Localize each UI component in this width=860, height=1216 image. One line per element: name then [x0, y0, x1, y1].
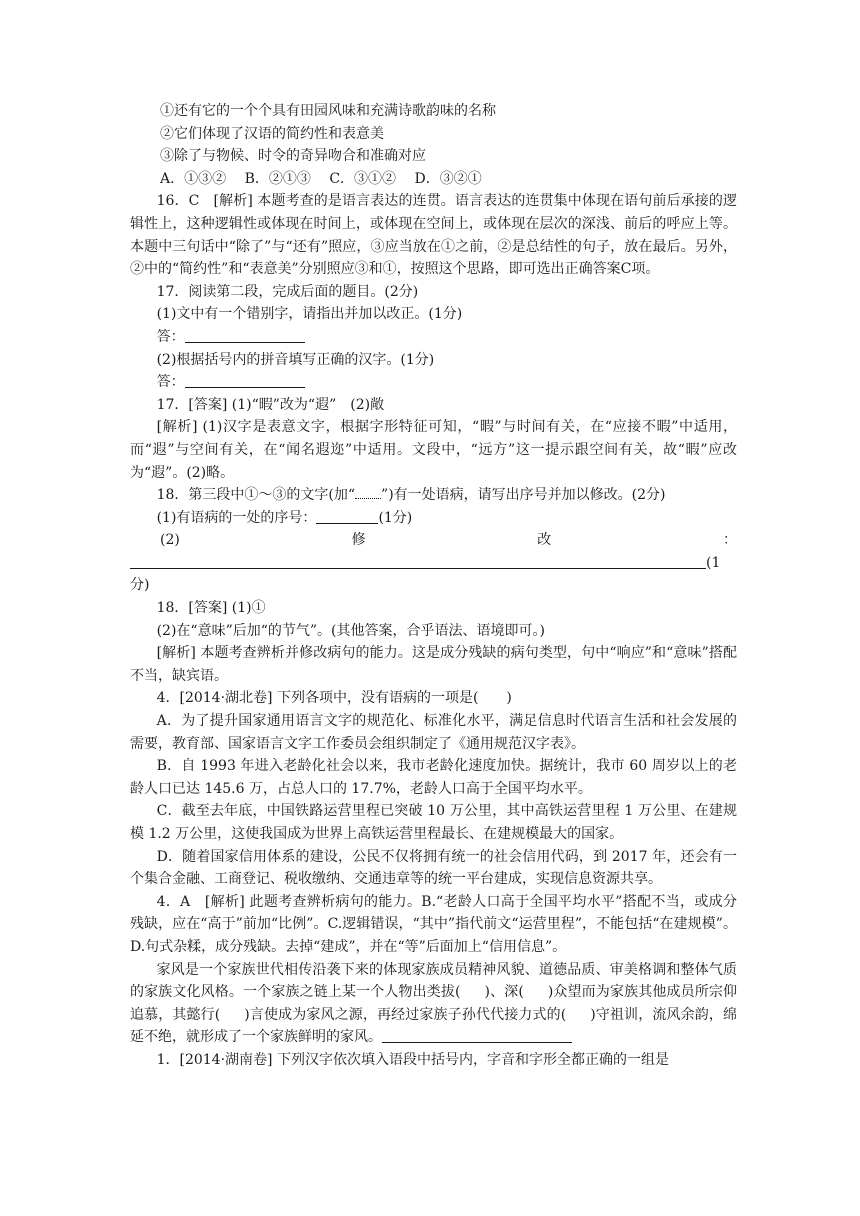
choice-d: D．③②①	[414, 170, 482, 187]
document-page	[130, 100, 737, 1072]
q4-question: 4．[2014·湖北卷] 下列各项中，没有语病的一项是( )	[156, 690, 512, 707]
answer-blank[interactable]	[316, 509, 378, 524]
answer-label: 答：	[156, 374, 185, 391]
q4-answer: 4．A [解析] 此题考查辨析病句的能力。B.“老龄人口高于全国平均水平”搭配不当，或成分残缺，应在“高于”前加“比例”。C.逻辑错误，“其中”指代前文“运营里程”，不能包括“在建规模”。D.句式杂糅，成分残缺。去掉“建成”，并在“等”后面加上“信用信息”。	[130, 893, 737, 955]
q17-explanation: [解析] (1)汉字是表意文字，根据字形特征可知，“暇”与时间有关，在“应接不暇”中适用，而“遐”与空间有关，在“闻名遐迩”中适用。文段中，“远方”这一提示跟空间有关，故“暇”应改为“遐”。(2)略。	[130, 419, 737, 481]
q18-explanation: [解析] 本题考查辨析并修改病句的能力。这是成分残缺的病句类型，句中“响应”和“意味”搭配不当，缺宾语。	[130, 645, 737, 684]
option-line-2: ②它们体现了汉语的简约性和表意美	[160, 125, 384, 142]
wavy-underline-mark	[355, 488, 381, 499]
q17-answer-line-2	[130, 371, 737, 394]
q4-option-d: D．随着国家信用体系的建设，公民不仅将拥有统一的社会信用代码，到 2017 年，还会有一个集合金融、工商登记、税收缴纳、交通违章等的统一平台建成，实现信息资源共享。	[130, 848, 737, 888]
q17-question: 17．阅读第二段，完成后面的题目。(2分)	[156, 283, 419, 300]
q1-question: 1．[2014·湖南卷] 下列汉字依次填入语段中括号内，字音和字形全都正确的一组是	[156, 1051, 669, 1068]
choice-c: C．③①②	[329, 170, 397, 187]
q17-answer: 17．[答案] (1)“暇”改为“遐” (2)敞	[156, 396, 385, 413]
q16-answer: 16．C [解析] 本题考查的是语言表达的连贯。语言表达的连贯集中体现在语句前后承接的逻辑性上，这种逻辑性或体现在时间上，或体现在空间上，或体现在层次的深浅、前后的呼应上等。本题中三句话中“除了”与“还有”照应，③应当放在①之前，②是总结性的句子，放在最后。另外，②中的“简约性”和“表意美”分别照应③和①，按照这个思路，即可选出正确答案C项。	[130, 193, 737, 278]
answer-label: 答：	[156, 328, 185, 345]
answer-blank[interactable]	[185, 328, 305, 343]
q4-option-a: A．为了提升国家通用语言文字的规范化、标准化水平，满足信息时代语言生活和社会发展的需要，教育部、国家语言文字工作委员会组织制定了《通用规范汉字表》。	[130, 713, 737, 752]
q4-option-b: B．自 1993 年进入老龄化社会以来，我市老龄化速度加快。据统计，我市 60 周岁以上的老龄人口已达 145.6 万，占总人口的 17.7%，老龄人口高于全国平均水平。	[130, 758, 737, 797]
choice-a: A．①③②	[160, 170, 227, 187]
q18-answer: 18．[答案] (1)①	[156, 600, 266, 617]
choice-options	[160, 168, 737, 191]
q18-answer-2: (2)在“意味”后加“的节气”。(其他答案，合乎语法、语境即可。)	[156, 622, 545, 639]
q18-sub2: (2) 修 改 ：	[160, 532, 737, 549]
q18-sub2-blank-line: (1分)	[130, 554, 721, 594]
choice-b: B．②①③	[244, 170, 311, 187]
passage: 家风是一个家族世代相传沿袭下来的体现家族成员精神风貌、道德品质、审美格调和整体气质的家族文化风格。一个家族之链上某一个人物出类拔( )、深( )众望而为家族其他成员所宗仰追慕，其懿行( )言使成为家风之源，再经过家族子孙代代接力式的( )守祖训，流风余韵，绵延不绝，就形成了一个家族鲜明的家风。	[130, 961, 737, 1046]
passage-blank[interactable]	[382, 1028, 572, 1043]
q17-sub1: (1)文中有一个错别字，请指出并加以改正。(1分)	[156, 306, 463, 323]
q17-answer-line-1	[130, 326, 737, 349]
q17-sub2: (2)根据括号内的拼音填写正确的汉字。(1分)	[156, 351, 435, 368]
q18-sub1: (1)有语病的一处的序号： (1分)	[156, 509, 413, 526]
option-line-3: ③除了与物候、时令的奇异吻合和准确对应	[160, 148, 426, 165]
answer-blank[interactable]	[185, 373, 305, 388]
q4-option-c: C．截至去年底，中国铁路运营里程已突破 10 万公里，其中高铁运营里程 1 万公里、在建规模 1.2 万公里，这使我国成为世界上高铁运营里程最长、在建规模最大的国家。	[130, 803, 737, 842]
q18-question: 18．第三段中①～③的文字(加“ ”)有一处语病，请写出序号并加以修改。(2分)	[156, 487, 666, 504]
answer-blank[interactable]	[130, 554, 706, 569]
option-line-1: ①还有它的一个个具有田园风味和充满诗歌韵味的名称	[160, 103, 496, 119]
